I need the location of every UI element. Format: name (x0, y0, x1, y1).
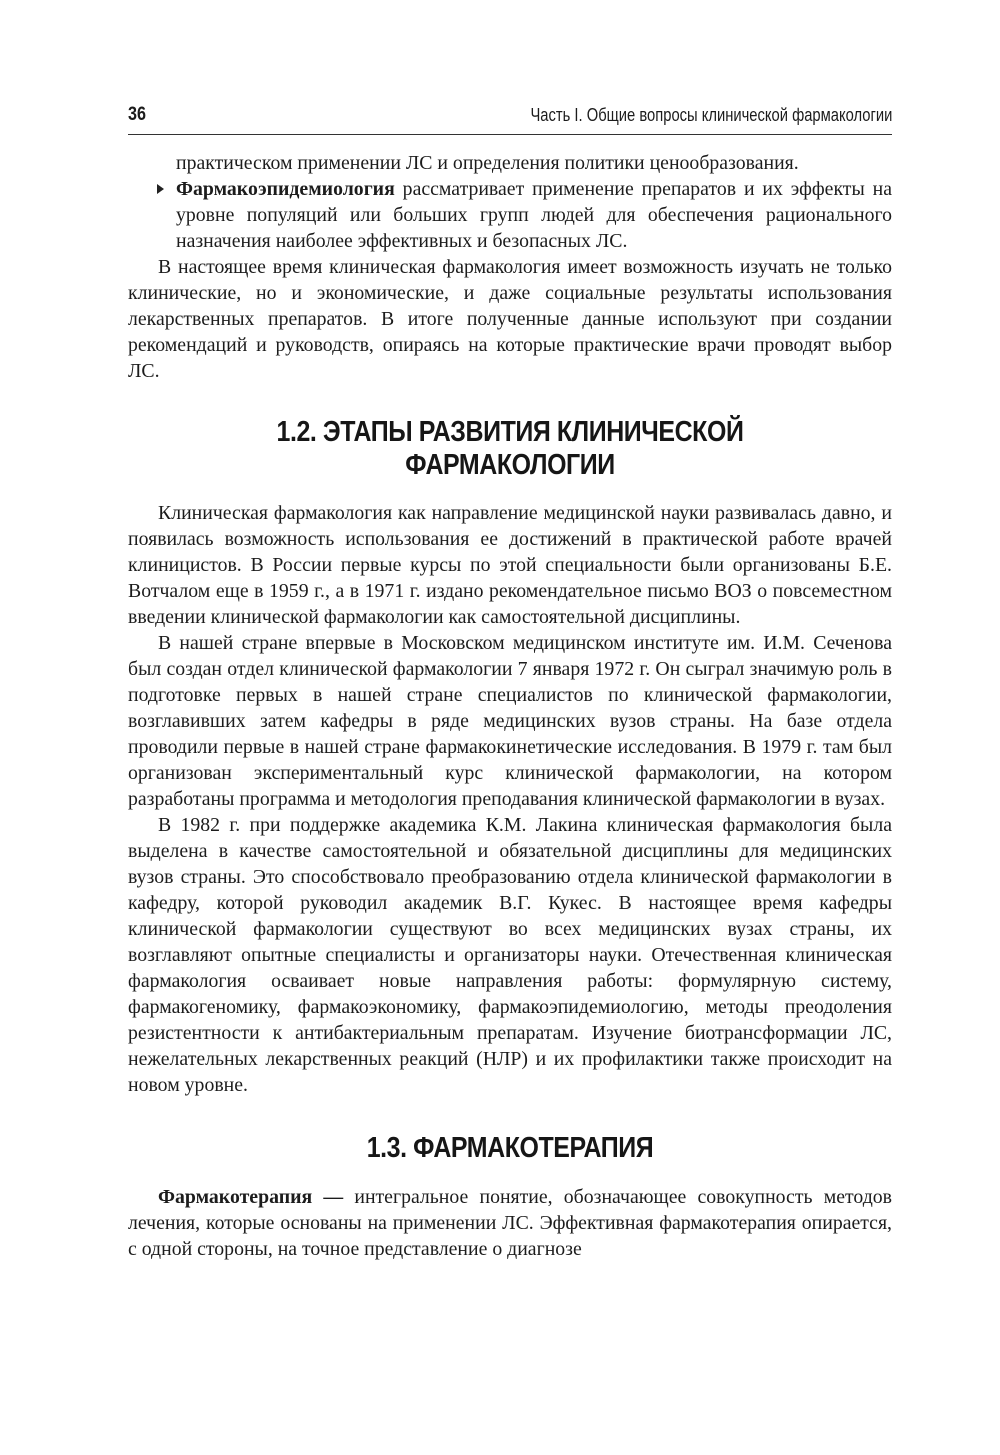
paragraph: В нашей стране впервые в Московском медицинском институте им. И.М. Сеченова был создан отдел клинической фармакологии 7 января 1972 г. Он сыграл значимую роль в подготовке первых в нашей стране специалистов по клинической фармакологии, возглавивших затем кафедры в ряде медицинских вузов страны. На базе отдела проводили первые в нашей стране фармакокинетические исследования. В 1979 г. там был организован экспериментальный курс клинической фармакологии, на котором разработаны программа и методология преподавания клинической фармакологии в вузах. (128, 632, 892, 810)
page-body (128, 150, 892, 1262)
running-header (128, 100, 892, 135)
triangle-bullet-icon (157, 184, 164, 194)
definition-term: Фармакотерапия — (158, 1186, 344, 1208)
continued-paragraph: практическом применении ЛС и определения политики ценообразования. (176, 152, 799, 174)
paragraph: В 1982 г. при поддержке академика К.М. Лакина клиническая фармакология была выделена в качестве самостоятельной и обязательной дисциплины для медицинских вузов страны. Это способствовало преобразованию отдела клинической фармакологии в кафедру, которой руководил академик В.Г. Кукес. В настоящее время кафедры клинической фармакологии существуют во всех медицинских вузах страны, их возглавляют опытные специалисты и организаторы науки. Отечественная клиническая фармакология осваивает новые направления работы: формулярную систему, фармакогеномику, фармакоэкономику, фармакоэпидемиологию, методы преодоления резистентности к антибактериальным препаратам. Изучение биотрансформации ЛС, нежелательных лекарственных реакций (НЛР) и их профилактики также происходит на новом уровне. (128, 814, 892, 1096)
section-heading-1-2: 1.2. ЭТАПЫ РАЗВИТИЯ КЛИНИЧЕСКОЙ ФАРМАКОЛОГИИ (276, 416, 744, 481)
paragraph: Клиническая фармакология как направление медицинской науки развивалась давно, и появилась возможность использования ее достижений в практической работе врачей клиницистов. В России первые курсы по этой специальности были организованы Б.Е. Вотчалом еще в 1959 г., а в 1971 г. издано рекомендательное письмо ВОЗ о повсеместном введении клинической фармакологии как самостоятельной дисциплины. (128, 502, 892, 628)
definition-paragraph (128, 1184, 892, 1262)
bullet-term: Фармакоэпидемиология (176, 178, 395, 200)
definition-text: интегральное понятие, обозначающее совокупность методов лечения, которые основаны на применении ЛС. Эффективная фармакотерапия опирается, с одной стороны, на точное представление о диагнозе (128, 1186, 892, 1260)
paragraph: В настоящее время клиническая фармакология имеет возможность изучать не только клинические, но и экономические, и даже социальные результаты использования лекарственных препаратов. В итоге полученные данные используют при создании рекомендаций и руководств, опираясь на которые практические врачи проводят выбор ЛС. (128, 256, 892, 382)
section-heading-1-3: 1.3. ФАРМАКОТЕРАПИЯ (366, 1132, 654, 1164)
bullet-text: рассматривает применение препаратов и их эффекты на уровне популяций или больших групп людей для обеспечения рационального назначения наиболее эффективных и безопасных ЛС. (176, 178, 892, 252)
running-title: Часть I. Общие вопросы клинической фармакологии (530, 105, 892, 125)
bullet-item-pharmacoepidemiology (128, 176, 892, 254)
page-number: 36 (128, 104, 146, 125)
